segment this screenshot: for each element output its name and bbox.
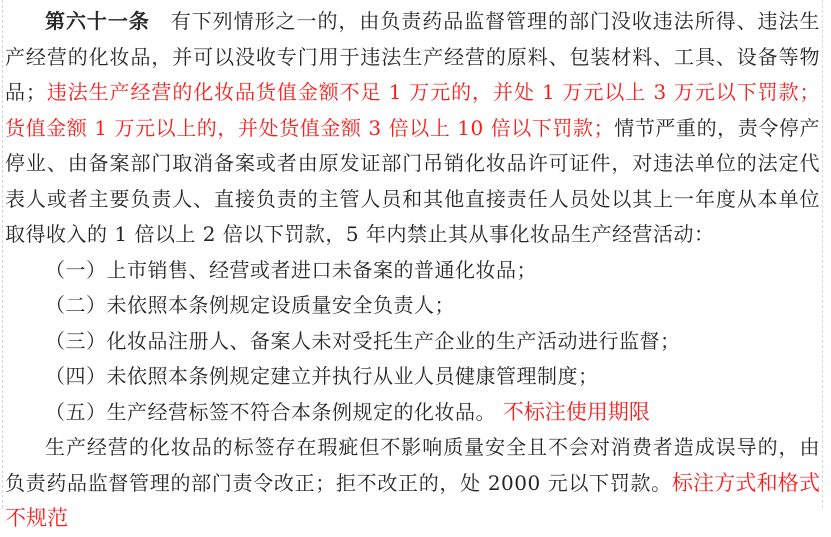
- list-item-1: [5, 253, 820, 289]
- article-number: 第六十一条: [45, 9, 150, 33]
- list-item-1-text: （一）上市销售、经营或者进口未备案的普通化妆品；: [45, 257, 537, 282]
- table-gridline-left: [2, 0, 3, 508]
- opening-red-penalty-segment: 违法生产经营的化妆品货值金额不足 1 万元的，并处 1 万元以上 3 万元以下罚款；货值金额 1 万元以上的，并处货值金额 3 倍以上 10 倍以下罚款；: [5, 80, 820, 140]
- article-body: [5, 4, 820, 537]
- article-opening-paragraph: [5, 4, 820, 253]
- table-gridline-right: [822, 0, 823, 508]
- closing-black-segment: 生产经营的化妆品的标签存在瑕疵但不影响质量安全且不会对消费者造成误导的，由负责药品监督管理的部门责令改正；拒不改正的，处 2000 元以下罚款。: [5, 435, 820, 495]
- list-item-5-text: （五）生产经营标签不符合本条例规定的化妆品。: [45, 399, 496, 424]
- opening-black-tail-segment: 情节严重的，责令停产停业、由备案部门取消备案或者由原发证部门吊销化妆品许可证件，对违法单位的法定代表人或者主要负责人、直接负责的主管人员和其他直接责任人员处以其上一年度从本单位取得收入的 1 倍以上 2 倍以下罚款，5 年内禁止其从事化妆品生产经营活动：: [5, 115, 821, 246]
- red-annotation-label-format: 标注方式和格式不规范: [5, 470, 820, 530]
- list-item-3-text: （三）化妆品注册人、备案人未对受托生产企业的生产活动进行监督；: [45, 328, 681, 353]
- list-item-4-text: （四）未依照本条例规定建立并执行从业人员健康管理制度；: [45, 364, 599, 388]
- article-closing-paragraph: [5, 430, 820, 537]
- list-item-4: [5, 359, 820, 395]
- list-item-3: [5, 324, 820, 360]
- list-item-2-text: （二）未依照本条例规定设质量安全负责人；: [45, 293, 455, 317]
- red-annotation-no-expiry-label: 不标注使用期限: [502, 399, 650, 424]
- opening-black-segment: 有下列情形之一的，由负责药品监督管理的部门没收违法所得、违法生产经营的化妆品，并可以没收专门用于违法生产经营的原料、包装材料、工具、设备等物品；: [5, 9, 821, 104]
- list-item-2: [5, 288, 820, 324]
- list-item-5: [5, 395, 820, 431]
